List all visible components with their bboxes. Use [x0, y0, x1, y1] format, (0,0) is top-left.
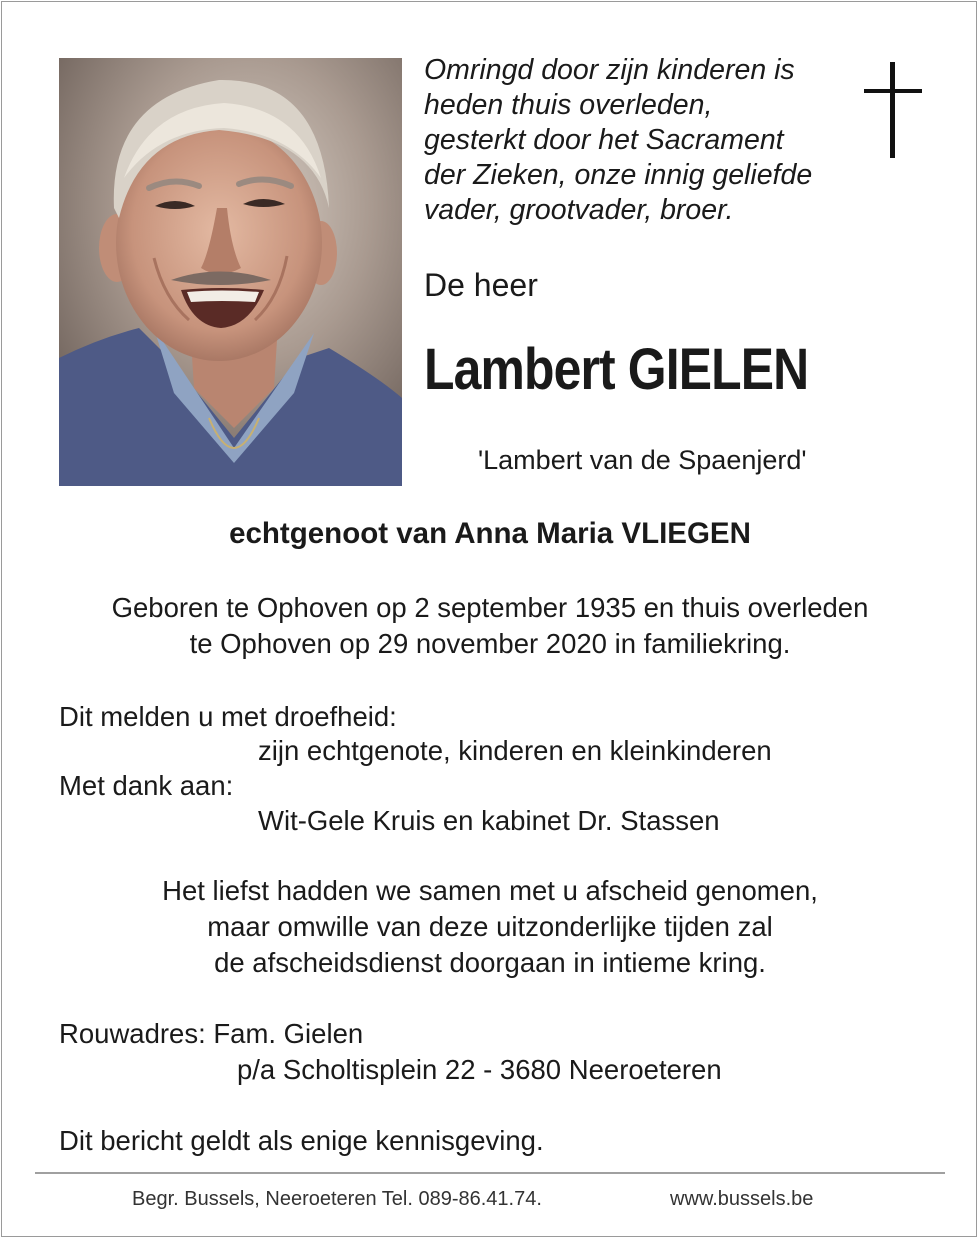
- closing-line: Dit bericht geldt als enige kennisgeving.: [59, 1125, 544, 1156]
- thanks-label: Met dank aan:: [59, 770, 234, 801]
- nickname: 'Lambert van de Spaenjerd': [478, 445, 807, 475]
- farewell-line: de afscheidsdienst doorgaan in intieme kring.: [214, 947, 766, 978]
- intro-line: gesterkt door het Sacrament: [424, 124, 784, 156]
- intro-line: Omringd door zijn kinderen is: [424, 54, 795, 86]
- portrait-photo: [59, 58, 402, 486]
- intro-line: vader, grootvader, broer.: [424, 194, 734, 226]
- thanks-to: Wit-Gele Kruis en kabinet Dr. Stassen: [258, 805, 720, 836]
- address-line: p/a Scholtisplein 22 - 3680 Neeroeteren: [237, 1054, 722, 1085]
- birth-death-line: te Ophoven op 29 november 2020 in familiekring.: [189, 628, 791, 659]
- announced-by-label: Dit melden u met droefheid:: [59, 701, 397, 732]
- birth-death-line: Geboren te Ophoven op 2 september 1935 en thuis overleden: [111, 592, 869, 623]
- intro-line: der Zieken, onze innig geliefde: [424, 159, 813, 191]
- announced-by: zijn echtgenote, kinderen en kleinkinderen: [258, 735, 772, 766]
- farewell-text: [0, 873, 980, 981]
- footer-divider: [35, 1172, 945, 1174]
- intro-line: heden thuis overleden,: [424, 89, 713, 121]
- website-link[interactable]: www.bussels.be: [670, 1188, 814, 1210]
- farewell-line: maar omwille van deze uitzonderlijke tijden zal: [207, 911, 773, 942]
- farewell-line: Het liefst hadden we samen met u afscheid genomen,: [162, 875, 818, 906]
- spouse-line: echtgenoot van Anna Maria VLIEGEN: [229, 517, 751, 550]
- intro-text: [424, 53, 864, 228]
- latin-cross-icon: [864, 62, 922, 158]
- undertaker-info: Begr. Bussels, Neeroeteren Tel. 089-86.41.74.: [132, 1188, 542, 1210]
- birth-death-text: [0, 590, 980, 662]
- address-label: Rouwadres: Fam. Gielen: [59, 1018, 364, 1049]
- deceased-name: Lambert GIELEN: [424, 337, 809, 402]
- salutation: De heer: [424, 267, 538, 303]
